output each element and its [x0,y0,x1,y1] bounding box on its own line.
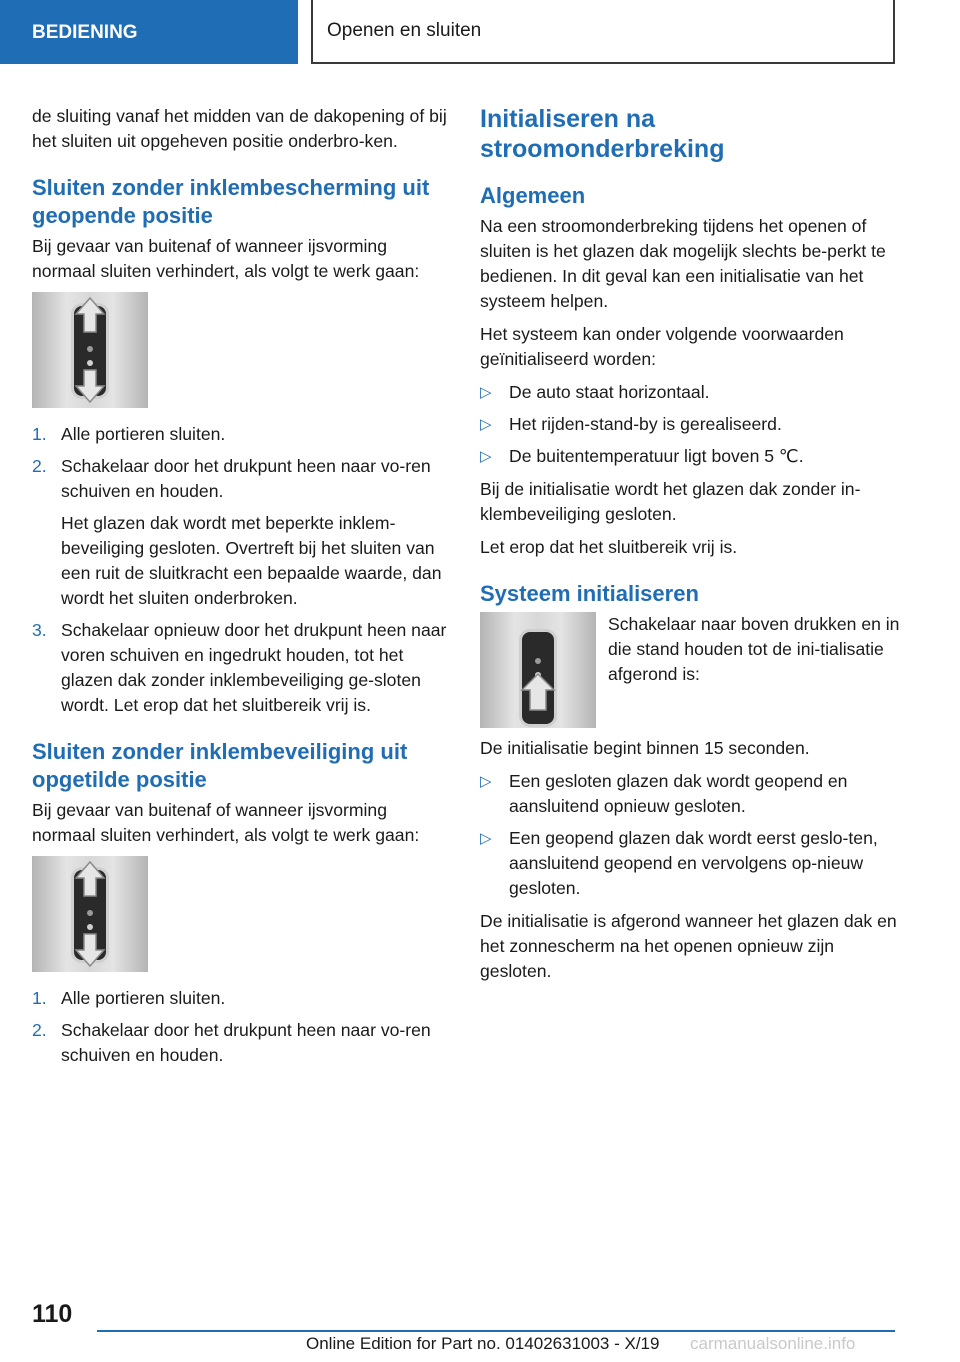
bullet-arrow-icon: ▷ [480,448,492,465]
paragraph-warning-1: Bij gevaar van buitenaf of wanneer ijsvorming normaal sluiten verhindert, als volgt te werk gaan: [32,236,420,281]
list-item [480,826,900,901]
footer-divider [97,1330,895,1332]
paragraph-complete: De initialisatie is afgerond wanneer het glazen dak en het zonnescherm na het openen opnieuw zijn gesloten. [480,911,897,981]
section-tab [0,0,298,64]
switch-illustration-up [480,612,596,728]
step-text: Schakelaar door het drukpunt heen naar vo-ren schuiven en houden. [61,1020,431,1065]
heading-close-from-tilted: Sluiten zonder inklembeveiliging uit opgetilde positie [32,739,408,792]
steps-list-1 [32,422,452,718]
heading-close-from-open: Sluiten zonder inklembescherming uit geopende positie [32,175,430,228]
edition-text: Online Edition for Part no. 01402631003 - X/19 [306,1334,660,1353]
bullet-arrow-icon: ▷ [480,773,492,790]
conditions-list [480,380,900,469]
switch-illustration-forward-2 [32,856,148,972]
paragraph-conditions: Het systeem kan onder volgende voorwaarden geïnitialiseerd worden: [480,324,844,369]
list-item [480,769,900,819]
bullet-text: De auto staat horizontaal. [509,382,710,402]
paragraph-clear-area: Let erop dat het sluitbereik vrij is. [480,537,738,557]
paragraph-initialization-info: Bij de initialisatie wordt het glazen dak zonder in-klembeveiliging gesloten. [480,479,861,524]
chapter-header [311,0,895,64]
step-number: 2. [32,1020,47,1040]
paragraph-press-up: Schakelaar naar boven drukken en in die stand houden tot de ini-tialisatie afgerond is: [608,614,900,684]
step-text: Schakelaar opnieuw door het drukpunt heen naar voren schuiven en ingedrukt houden, tot het glazen dak zonder inklembeveiliging ge-sloten wordt. Let erop dat het sluitbereik vrij is. [61,620,447,715]
subheading-initialize-system: Systeem initialiseren [480,581,699,606]
process-list [480,769,900,901]
bullet-text: De buitentemperatuur ligt boven 5 ℃. [509,446,804,466]
initialize-instruction [480,612,900,728]
bullet-arrow-icon: ▷ [480,416,492,433]
list-item [32,422,452,447]
paragraph-warning-2: Bij gevaar van buitenaf of wanneer ijsvorming normaal sluiten verhindert, als volgt te werk gaan: [32,800,420,845]
list-item [480,380,900,405]
bullet-arrow-icon: ▷ [480,384,492,401]
watermark: carmanualsonline.info [690,1334,856,1353]
section-title: BEDIENING [32,21,138,43]
bullet-text: Het rijden-stand-by is gerealiseerd. [509,414,782,434]
paragraph-general: Na een stroomonderbreking tijdens het openen of sluiten is het glazen dak mogelijk slechts be-perkt te bedienen. In dit geval kan een initialisatie van het systeem helpen. [480,216,886,311]
list-item [480,444,900,469]
right-column [480,104,900,992]
bullet-arrow-icon: ▷ [480,830,492,847]
intro-paragraph: de sluiting vanaf het midden van de dakopening of bij het sluiten uit opgeheven positie onderbro-ken. [32,106,447,151]
subheading-general: Algemeen [480,183,586,208]
list-item [32,454,452,611]
heading-initialize: Initialiseren na stroomonderbreking [480,105,725,163]
page-number: 110 [32,1300,73,1328]
step-text: Schakelaar door het drukpunt heen naar vo-ren schuiven en houden. [61,456,431,501]
steps-list-2 [32,986,452,1068]
switch-illustration-forward [32,292,148,408]
bullet-text: Een gesloten glazen dak wordt geopend en aansluitend opnieuw gesloten. [509,771,848,816]
step-number: 2. [32,456,47,476]
list-item [32,1018,452,1068]
left-column [32,104,452,1076]
step-text: Alle portieren sluiten. [61,424,226,444]
step-number: 3. [32,620,47,640]
step-number: 1. [32,424,47,444]
paragraph-begin: De initialisatie begint binnen 15 seconden. [480,738,810,758]
list-item [480,412,900,437]
step-text: Alle portieren sluiten. [61,988,226,1008]
bullet-text: Een geopend glazen dak wordt eerst geslo-ten, aansluitend geopend en vervolgens op-nieuw gesloten. [509,828,878,898]
list-item [32,986,452,1011]
list-item [32,618,452,718]
step-number: 1. [32,988,47,1008]
step-subtext: Het glazen dak wordt met beperkte inklem-beveiliging gesloten. Overtreft bij het sluiten van een ruit de sluitkracht een bepaalde waarde, dan wordt het sluiten onderbroken. [61,513,442,608]
chapter-title: Openen en sluiten [327,20,482,41]
